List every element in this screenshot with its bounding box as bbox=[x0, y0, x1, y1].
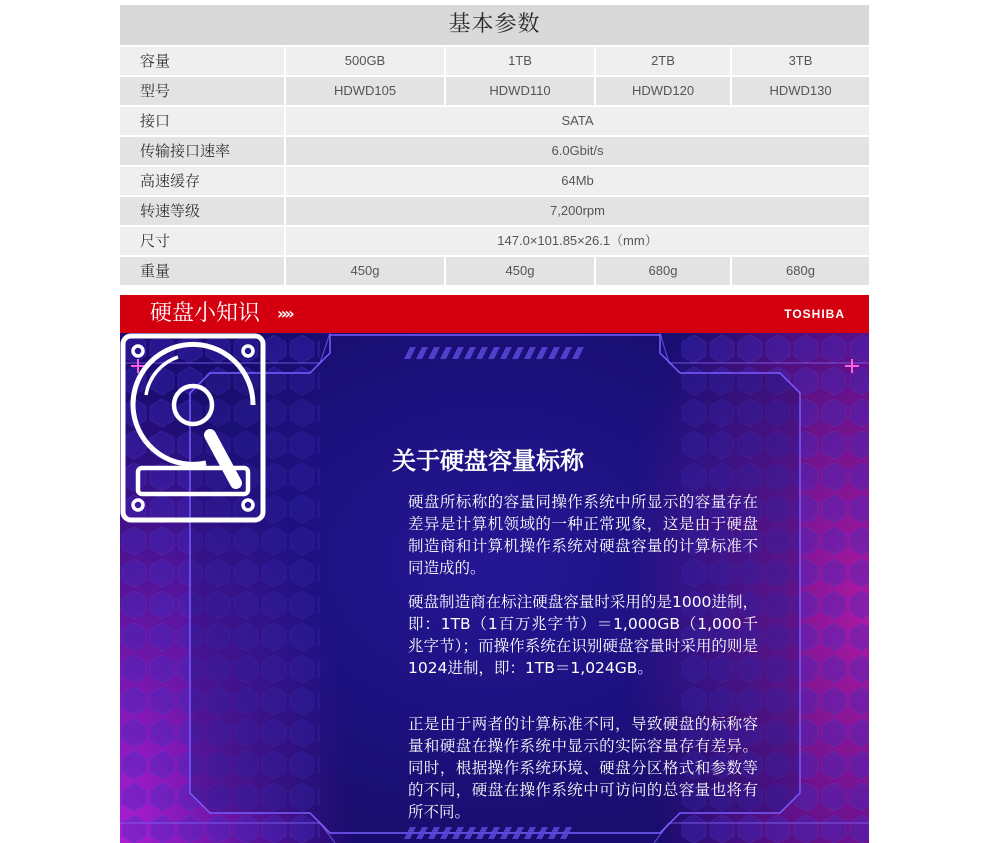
spec-table bbox=[120, 5, 869, 285]
section-header-bar bbox=[120, 295, 869, 333]
cell: 6.0Gbit/s bbox=[551, 143, 604, 158]
row-label: 重量 bbox=[120, 257, 286, 285]
background-panel bbox=[120, 333, 869, 843]
row-interface bbox=[120, 107, 869, 135]
cell: SATA bbox=[561, 113, 594, 128]
cell: 64Mb bbox=[561, 173, 594, 188]
section-title: 硬盘小知识 bbox=[150, 301, 261, 326]
spec-title: 基本参数 bbox=[120, 5, 869, 45]
cell: 450g bbox=[446, 257, 596, 285]
cell: 7,200rpm bbox=[550, 203, 605, 218]
row-label: 型号 bbox=[120, 77, 286, 105]
cell: 1TB bbox=[446, 47, 596, 75]
row-label: 容量 bbox=[120, 47, 286, 75]
cell: HDWD105 bbox=[286, 77, 446, 105]
row-label: 转速等级 bbox=[120, 197, 286, 225]
article-heading: 关于硬盘容量标称 bbox=[392, 447, 584, 475]
row-model bbox=[120, 77, 869, 105]
row-size bbox=[120, 227, 869, 255]
knowledge-banner bbox=[120, 295, 869, 843]
hard-disk-icon bbox=[120, 333, 266, 523]
cell: 450g bbox=[286, 257, 446, 285]
cell: HDWD120 bbox=[596, 77, 732, 105]
cell: 147.0×101.85×26.1（mm） bbox=[497, 233, 658, 248]
row-label: 尺寸 bbox=[120, 227, 286, 255]
paragraph: 硬盘所标称的容量同操作系统中所显示的容量存在差异是计算机领域的一种正常现象，这是由于硬盘制造商和计算机操作系统对硬盘容量的计算标准不同造成的。 bbox=[408, 493, 758, 577]
cell: 680g bbox=[596, 257, 732, 285]
row-label: 传输接口速率 bbox=[120, 137, 286, 165]
row-label: 接口 bbox=[120, 107, 286, 135]
paragraph: 硬盘制造商在标注硬盘容量时采用的是1000进制，即：1TB（1百万兆字节）＝1,000GB（1,000千兆字节）；而操作系统在识别硬盘容量时采用的则是1024进制，即：1TB＝1,024GB。 bbox=[408, 593, 758, 677]
paragraph: 正是由于两者的计算标准不同，导致硬盘的标称容量和硬盘在操作系统中显示的实际容量存有差异。同时，根据操作系统环境、硬盘分区格式和参数等的不同，硬盘在操作系统中可访问的总容量也将有所不同。 bbox=[408, 715, 758, 821]
row-transfer-rate bbox=[120, 137, 869, 165]
row-capacity bbox=[120, 47, 869, 75]
cell: 680g bbox=[786, 263, 815, 278]
cell: HDWD110 bbox=[446, 77, 596, 105]
cell: 3TB bbox=[788, 53, 813, 68]
arrows-icon: »» bbox=[277, 304, 292, 323]
cell: 500GB bbox=[286, 47, 446, 75]
row-label: 高速缓存 bbox=[120, 167, 286, 195]
row-rpm bbox=[120, 197, 869, 225]
row-weight bbox=[120, 257, 869, 285]
row-cache bbox=[120, 167, 869, 195]
cell: HDWD130 bbox=[769, 83, 832, 98]
brand-logo: TOSHIBA bbox=[784, 307, 845, 321]
cell: 2TB bbox=[596, 47, 732, 75]
